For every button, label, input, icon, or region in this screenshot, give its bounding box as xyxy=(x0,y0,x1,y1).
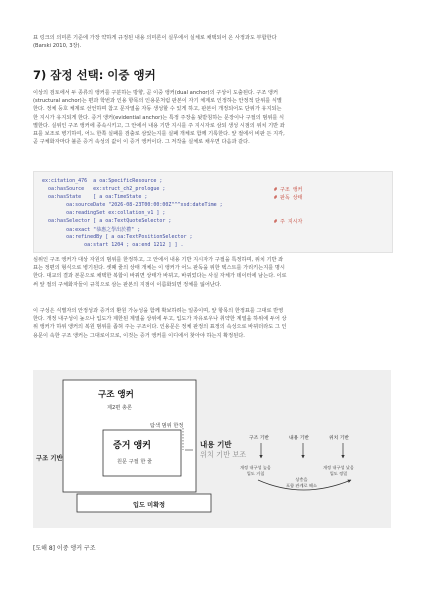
intro-line: (Barski 2010, 3장). xyxy=(33,43,82,50)
figure-dual-anchor xyxy=(33,370,391,528)
fig-content-title: 내용 기반 xyxy=(200,440,232,449)
para1-line: 한다. 정체 등호 체계로 선언하며 참고 문자열을 자동 생성할 수 있게 하고, 판본이 개정되어도 단위가 유지되는 xyxy=(33,106,282,113)
para1-line: 곧 구체화자마다 불준 증거 속성의 값이 이 증거 앵커이다. 그 저작을 실체로 채우면 다음과 같다. xyxy=(33,139,250,146)
para2-line: 한다. 대교의 결과 본문으로 채택한 복합이 바뀌면 상태가 바뀌고, 바뀌었다는 사실 자체가 데이터에 남는다. 이로 xyxy=(33,273,287,280)
code-block xyxy=(33,171,393,253)
fig-r-left-label: 구조 기반 xyxy=(249,436,270,441)
code-line: ex:citation_476 a oa:SpecificResource ; xyxy=(42,178,163,184)
para1-line: 이상의 검토에서 두 종류의 앵커를 구분하는 방향, 곧 이중 앵커(dual anchor)의 구상이 도출된다. 구조 앵커 xyxy=(33,90,278,96)
para2-line: 표는 정편의 형식으로 병기된다. 셋째 줄의 상태 개체는 이 앵커가 어느 판독을 위한 텍스트를 가리키는지를 명시 xyxy=(33,265,285,272)
para1-line: 표를 보조로 병기하여, 어느 한쪽 실패를 검출로 삼았는지를 실패 개체로 함께 기록한다. 앞 절에서 비판 든 지각, xyxy=(33,131,285,138)
code-line: oa:hasState [ a oa:TimeState ; # 판독 상태 xyxy=(42,194,303,201)
fig-r-left-box: 개정 내구성 높음 입도 거칠 xyxy=(240,465,271,476)
fig-range-label: 탐색 범위 한정 xyxy=(150,423,184,429)
para3-line: 한다. 개정 내구성이 높으나 입도가 제한된 계열을 상위에 두고, 입도가 자유로우나 취약한 계열을 하위에 두어 상 xyxy=(33,316,287,323)
code-line: oa:hasSource ex:struct_ch2_prologue ; # 구조 앵커 xyxy=(42,186,303,193)
para1-line: 별한다. 실위인 구조 앵커에 종속시키고, 그 안에서 내용 기반 지시를 주 지시자로 삼되 생성 시점의 위치 기반 좌 xyxy=(33,122,285,129)
body-paragraph-1 xyxy=(33,89,391,146)
intro-paragraph xyxy=(33,34,391,50)
fig-position-sub: 위치 기반 보조 xyxy=(200,450,247,459)
section-heading: 7) 잠정 선택: 이중 앵커 xyxy=(33,68,156,82)
para3-line: 용문이 속한 구조 앵커는 그대로이므로, 이것는 증거 앵커를 이디에서 찾아야 하는지 확정된다. xyxy=(33,332,245,339)
code-comment: # 구조 앵커 xyxy=(274,187,303,193)
fig-evidence-sub: 원문 구절 한 줄 xyxy=(117,459,153,465)
fig-left-side-label: 구조 기반 xyxy=(36,455,63,462)
code-line: oa:sourceDate "2026-08-23T00:00:00Z"^^xsd:dateTime ; xyxy=(42,202,223,208)
figure-caption: [도해 8] 이중 앵커 구조 xyxy=(33,545,96,552)
code-line: oa:refinedBy [ a oa:TextPositionSelector ; xyxy=(42,234,193,240)
code-comment: # 주 지시자 xyxy=(274,219,303,225)
code-line: oa:readingSet ex:collation_v1 ] ; xyxy=(42,210,166,216)
fig-evidence-title: 증거 앵커 xyxy=(113,441,151,451)
para3-line: 이 구성은 식별자의 안정성과 증거의 환원 가능성을 함께 확보하려는 일종이며, 앞 항목의 한정표를 그대로 반영 xyxy=(33,308,284,314)
code-line: oa:hasSelector [ a oa:TextQuoteSelector ; # 주 지시자 xyxy=(42,218,303,225)
para1-line: (structural anchor)는 편과 학번과 인용 항목의 인용문처럼 판본이 자기 체계로 인정하는 안정적 단위를 식별 xyxy=(33,98,282,105)
fig-r-center-box: 상충을 포함 관계로 해소 xyxy=(286,477,317,488)
intro-line: 표 링크의 의미론 기준에 가장 약하게 규정된 내용 의미론이 실무에서 실체로 채택되어 온 사정과도 부합한다 xyxy=(33,35,277,41)
fig-structure-title: 구조 앵커 xyxy=(98,390,134,400)
code-line: oa:exact "恭惠之學出於禮" ; xyxy=(42,227,141,233)
fig-r-right-label: 위치 기반 xyxy=(329,436,350,441)
para2-line: 써 앞 절의 구체화자들이 규칙으로 삼는 판본의 지점이 이름화되면 정체를 잃어난다. xyxy=(33,281,222,288)
fig-granularity-label: 입도 미확정 xyxy=(133,502,166,509)
para3-line: 위 앵커가 하위 앵커의 복원 범위를 좁혀 주는 구조이다. 인용문은 정체 판정의 표정의 속성으로 바뀌더라도 그 인 xyxy=(33,324,287,331)
code-line: oa:start 1204 ; oa:end 1212 ] ] . xyxy=(42,242,184,248)
fig-r-right-box: 개정 내구성 낮음 입도 정밀 xyxy=(323,465,354,476)
fig-r-top-label: 내용 기반 xyxy=(289,436,310,441)
para2-line: 심위인 구조 앵커가 대상 자원의 범위를 한정하고, 그 안에서 내용 기반 지시자가 구절을 특정하며, 위치 기반 좌 xyxy=(33,257,284,263)
fig-structure-sub: 제2편 총론 xyxy=(107,405,132,411)
para1-line: 한 지시가 유지되게 한다. 증거 앵커(evidential anchor)는 특정 주장을 뒷받침하는 문장이나 구절의 범위를 식 xyxy=(33,114,285,121)
evidence-anchor-box xyxy=(103,430,181,476)
body-paragraph-3 xyxy=(33,307,391,340)
code-comment: # 판독 상태 xyxy=(274,195,303,201)
body-paragraph-2 xyxy=(33,256,391,289)
